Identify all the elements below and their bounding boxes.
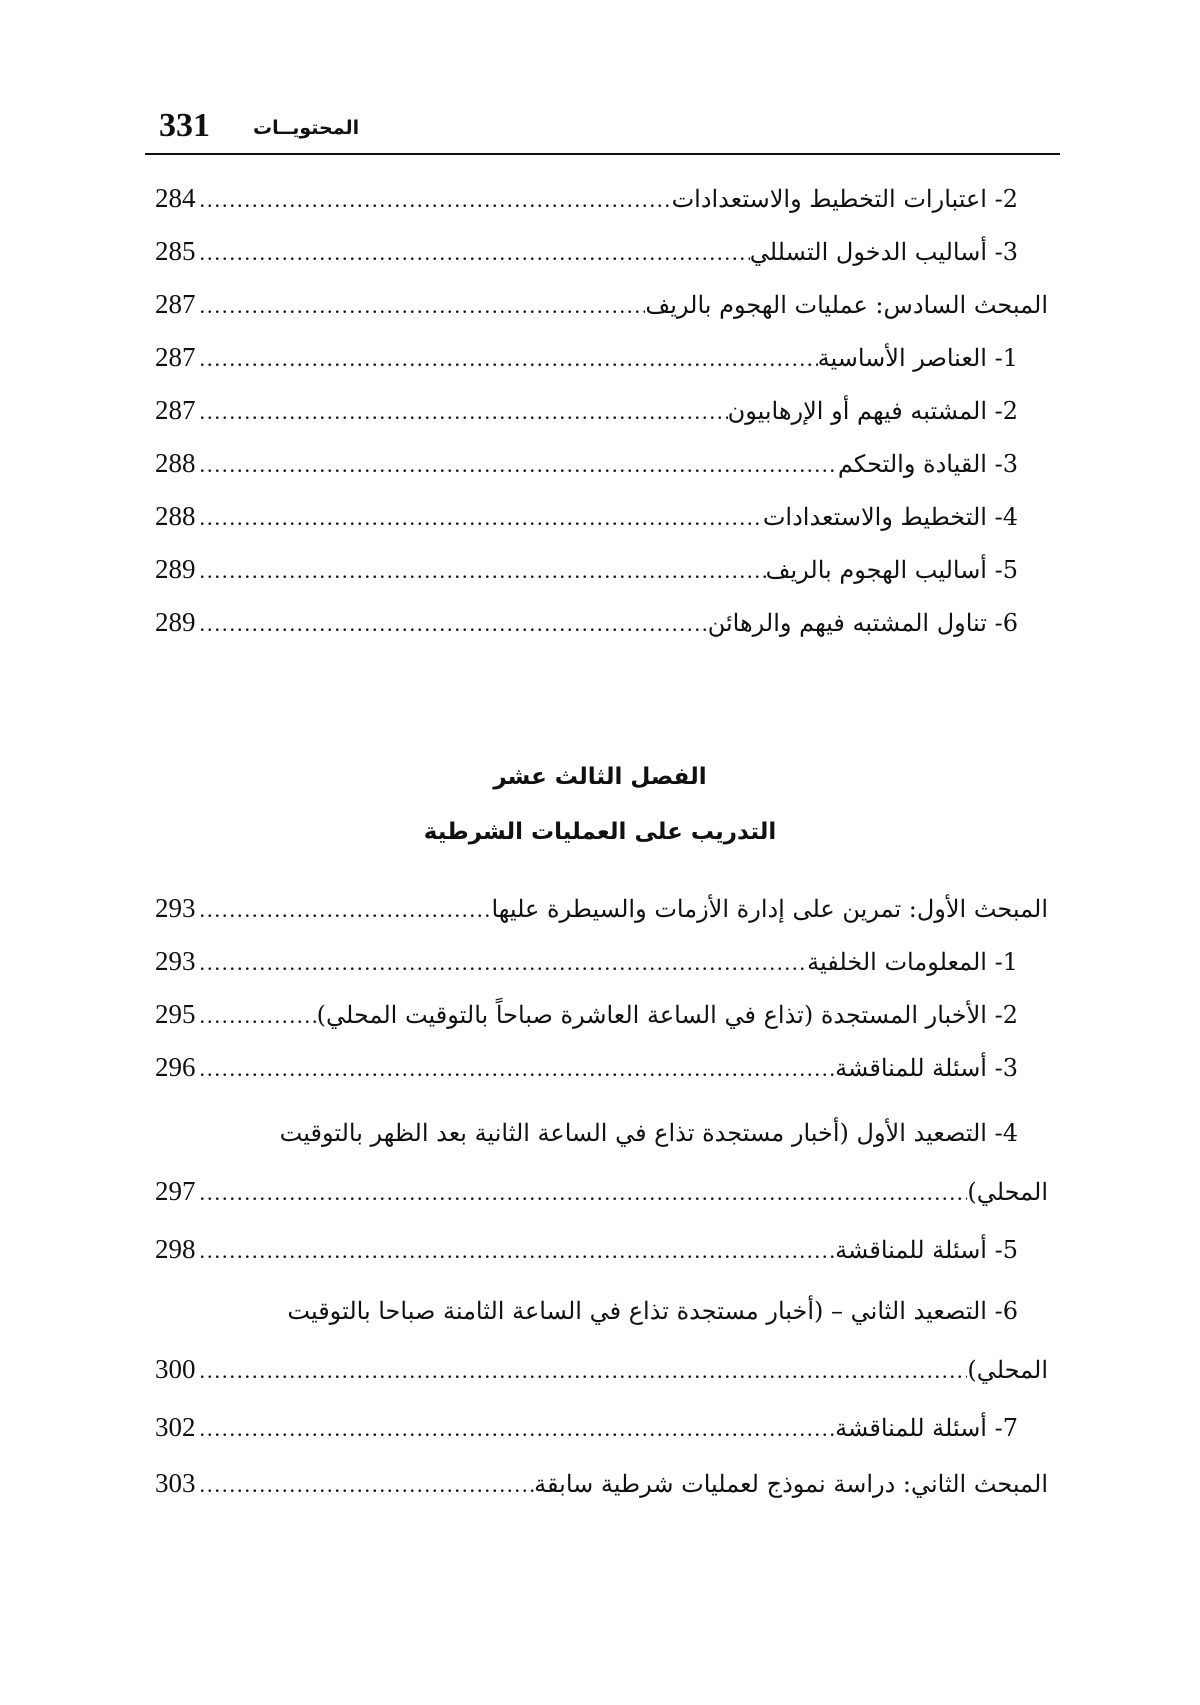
toc-entry-first-line[interactable]: 6- التصعيد الثاني – (أخبار مستجدة تذاع في الساعة الثامنة صباحا بالتوقيت bbox=[287, 1297, 1018, 1325]
toc-entry-title: المبحث الأول: تمرين على إدارة الأزمات والسيطرة عليها bbox=[491, 895, 1048, 923]
toc-entry-page: 287 bbox=[155, 395, 196, 425]
dot-leader bbox=[196, 940, 808, 986]
toc-entry[interactable] bbox=[155, 1044, 1018, 1090]
toc-entry-title: المبحث السادس: عمليات الهجوم بالريف bbox=[645, 291, 1048, 319]
toc-entry-title: 3- أساليب الدخول التسللي bbox=[749, 238, 1018, 266]
dot-leader bbox=[196, 336, 818, 382]
toc-entry-title: 6- تناول المشتبه فيهم والرهائن bbox=[707, 609, 1018, 637]
toc-entry-page: 293 bbox=[155, 893, 196, 923]
toc-entry-page: 296 bbox=[155, 1052, 196, 1082]
toc-section-entry[interactable] bbox=[155, 1460, 1048, 1506]
toc-entry[interactable] bbox=[155, 334, 1018, 380]
toc-section-entry[interactable] bbox=[155, 281, 1048, 327]
toc-entry[interactable] bbox=[155, 1346, 1048, 1392]
toc-entry-title: 2- الأخبار المستجدة (تذاع في الساعة العاشرة صباحاً بالتوقيت المحلي) bbox=[316, 1001, 1018, 1029]
toc-entry-page: 303 bbox=[155, 1468, 196, 1498]
dot-leader bbox=[196, 495, 763, 541]
dot-leader bbox=[196, 887, 492, 933]
toc-entry[interactable] bbox=[155, 938, 1018, 984]
dot-leader bbox=[196, 1170, 968, 1216]
toc-entry-title: 3- أسئلة للمناقشة bbox=[835, 1054, 1018, 1082]
toc-entry-title: 2- اعتبارات التخطيط والاستعدادات bbox=[671, 185, 1018, 213]
toc-entry[interactable] bbox=[155, 1226, 1018, 1272]
toc-entry[interactable] bbox=[155, 546, 1018, 592]
toc-entry[interactable] bbox=[155, 175, 1018, 221]
dot-leader bbox=[196, 993, 317, 1039]
toc-entry-page: 288 bbox=[155, 448, 196, 478]
dot-leader bbox=[196, 601, 708, 647]
toc-entry-page: 295 bbox=[155, 999, 196, 1029]
toc-entry-page: 288 bbox=[155, 501, 196, 531]
toc-entry-first-line[interactable]: 4- التصعيد الأول (أخبار مستجدة تذاع في الساعة الثانية بعد الظهر بالتوقيت bbox=[279, 1119, 1018, 1147]
toc-entry[interactable] bbox=[155, 228, 1018, 274]
running-header-title: المحتويــات bbox=[253, 117, 360, 139]
toc-entry-title: 3- القيادة والتحكم bbox=[837, 450, 1018, 478]
toc-entry-page: 285 bbox=[155, 236, 196, 266]
dot-leader bbox=[196, 283, 646, 329]
chapter-subtitle: التدريب على العمليات الشرطية bbox=[423, 819, 777, 845]
dot-leader bbox=[196, 177, 672, 223]
toc-entry[interactable] bbox=[155, 599, 1018, 645]
toc-entry-title: المحلي) bbox=[967, 1356, 1048, 1384]
toc-entry-title: 2- المشتبه فيهم أو الإرهابيون bbox=[727, 397, 1018, 425]
toc-entry[interactable] bbox=[155, 1168, 1048, 1214]
toc-entry-page: 298 bbox=[155, 1234, 196, 1264]
toc-entry-title: 7- أسئلة للمناقشة bbox=[835, 1414, 1018, 1442]
dot-leader bbox=[196, 1046, 836, 1092]
toc-entry[interactable] bbox=[155, 440, 1018, 486]
toc-entry-title: المحلي) bbox=[967, 1178, 1048, 1206]
page-header bbox=[145, 105, 1060, 155]
toc-entry-title: 1- العناصر الأساسية bbox=[817, 344, 1018, 372]
chapter-title: الفصل الثالث عشر bbox=[493, 764, 707, 790]
toc-entry-title: 5- أسئلة للمناقشة bbox=[835, 1236, 1018, 1264]
toc-entry[interactable] bbox=[155, 1404, 1018, 1450]
toc-entry-page: 302 bbox=[155, 1412, 196, 1442]
dot-leader bbox=[196, 230, 750, 276]
dot-leader bbox=[196, 1406, 836, 1452]
toc-entry[interactable] bbox=[155, 387, 1018, 433]
toc-entry-title: 1- المعلومات الخلفية bbox=[807, 948, 1018, 976]
dot-leader bbox=[196, 1348, 968, 1394]
dot-leader bbox=[196, 548, 766, 594]
toc-entry-page: 293 bbox=[155, 946, 196, 976]
toc-section-entry[interactable] bbox=[155, 885, 1048, 931]
toc-entry-page: 287 bbox=[155, 289, 196, 319]
toc-entry-page: 289 bbox=[155, 554, 196, 584]
toc-entry-page: 287 bbox=[155, 342, 196, 372]
toc-entry-page: 289 bbox=[155, 607, 196, 637]
toc-entry-page: 284 bbox=[155, 183, 196, 213]
dot-leader bbox=[196, 1462, 535, 1508]
toc-entry[interactable] bbox=[155, 991, 1018, 1037]
dot-leader bbox=[196, 389, 728, 435]
toc-entry-page: 297 bbox=[155, 1176, 196, 1206]
page-number: 331 bbox=[159, 107, 210, 144]
toc-entry-title: 5- أساليب الهجوم بالريف bbox=[765, 556, 1018, 584]
dot-leader bbox=[196, 1228, 836, 1274]
dot-leader bbox=[196, 442, 838, 488]
toc-entry[interactable] bbox=[155, 493, 1018, 539]
toc-entry-title: 4- التخطيط والاستعدادات bbox=[762, 503, 1018, 531]
toc-entry-title: المبحث الثاني: دراسة نموذج لعمليات شرطية سابقة bbox=[534, 1470, 1048, 1498]
toc-entry-page: 300 bbox=[155, 1354, 196, 1384]
